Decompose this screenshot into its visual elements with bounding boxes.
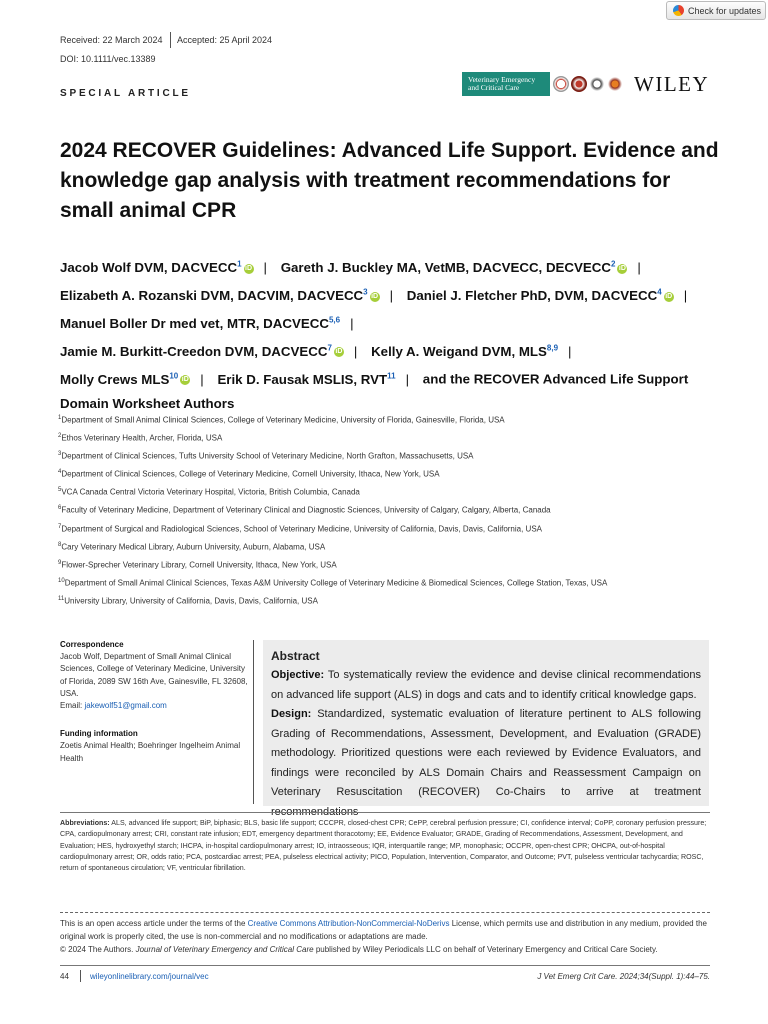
author-separator: | (200, 371, 204, 387)
abstract-heading: Abstract (271, 649, 320, 663)
author-separator: | (389, 288, 394, 304)
abbreviations: Abbreviations: ALS, advanced life support; BiP, biphasic; BLS, basic life support; CCCPR, closed-chest CPR; CePP, cerebral perfusion pressure; CI, confidence interval; CoPP, coronary perfusion pressure; CPA, cardiopulmonary arrest; CRI, constant rate infusion; EDT, emergency department thoracotomy; EE, Evidence Evaluator; GRADE, Grading of Recommendations, Assessment, Development, and Evaluation; HES, hydroxyethyl starch; IHCPA, in-hospital cardiopulmonary arrest; IO, intraosseous; IQR, interquartile range; MP, monophasic; OCCPR, open-chest CPR; OHCPA, out-of-hospital cardiopulmonary arrest; OR, odds ratio; PCA, postcardiac arrest; PEA, pulseless electrical activity; PICO, Population, Intervention, Comparator, and Outcome; PVT, pulseless ventricular tachycardia; ROSC, return of spontaneous circulation; VF, ventricular fibrillation. (60, 819, 707, 873)
funding-text: Zoetis Animal Health; Boehringer Ingelheim Animal Health (60, 741, 241, 763)
abstract-design: Design: Standardized, systematic evaluation of literature pertinent to ALS following Grading of Recommendations, Assessment, Development, and Evaluation (GRADE) methodology. Prioritized questions were each reviewed by Evidence Evaluators, and findings were reconciled by ALS Domain Chairs and Reassessment Campaign on Veterinary Resuscitation (RECOVER) Co-Chairs to arrive at treatment recommendations (271, 708, 701, 818)
section-label: SPECIAL ARTICLE (60, 88, 191, 99)
article-title: 2024 RECOVER Guidelines: Advanced Life Support. Evidence and knowledge gap analysis with treatment recommendations for small animal CPR (60, 139, 719, 222)
doi: DOI: 10.1111/vec.13389 (60, 54, 156, 64)
author-group: and the RECOVER Advanced Life Support Domain Worksheet Authors (60, 371, 689, 412)
affiliation: $^1$Department of Small Animal Clinical Sciences, College of Veterinary Medicine, University of Florida, Gainesville, Florida, USA (58, 415, 505, 425)
affiliation: $^{10}$Department of Small Animal Clinical Sciences, Texas A&M University College of Veterinary Medicine & Biomedical Sciences, College Station, Texas, USA (58, 577, 608, 588)
meta-divider (170, 32, 171, 48)
publisher-logo: WILEY (634, 72, 710, 96)
abstract-objective: Objective: To systematically review the evidence and devise clinical recommendations on advanced life support (ALS) in dogs and cats and to identify critical knowledge gaps. (271, 669, 701, 701)
society-seals (553, 72, 627, 96)
orcid-icon[interactable]: iD (335, 348, 343, 356)
affiliation: $^4$Department of Clinical Sciences, College of Veterinary Medicine, Cornell University, Ithaca, New York, USA (58, 469, 440, 479)
citation: J Vet Emerg Crit Care. 2024;34(Suppl. 1):44–75. (537, 972, 710, 981)
license-divider (60, 912, 710, 913)
affiliation: $^6$Faculty of Veterinary Medicine, Department of Veterinary Clinical and Diagnostic Sciences, University of Calgary, Calgary, Alberta, Canada (58, 505, 551, 516)
affiliation: $^{11}$University Library, University of California, Davis, Davis, California, USA (58, 595, 318, 606)
journal-url-link[interactable]: wileyonlinelibrary.com/journal/vec (90, 972, 209, 981)
affiliation: $^9$Flower-Sprecher Veterinary Library, Cornell University, Ithaca, New York, USA (58, 559, 337, 570)
author[interactable]: Manuel Boller Dr med vet, MTR, DACVECC$^{5,6}$ (60, 315, 341, 332)
footer-divider (60, 965, 710, 966)
accepted-date: Accepted: 25 April 2024 (177, 35, 273, 45)
orcid-icon[interactable]: iD (245, 264, 253, 272)
received-date: Received: 22 March 2024 (60, 35, 163, 45)
author-separator: | (405, 371, 410, 387)
author-separator: | (683, 288, 688, 304)
abstract-box (263, 640, 709, 818)
check-for-updates-label: Check for updates (688, 5, 762, 16)
open-access-notice (60, 917, 710, 956)
author-separator: | (637, 260, 641, 276)
affiliation: $^8$Cary Veterinary Medical Library, Auburn University, Auburn, Alabama, USA (58, 541, 326, 552)
orcid-icon[interactable]: iD (618, 264, 626, 272)
correspondence-heading: Correspondence (60, 640, 124, 649)
page-number: 44 (60, 972, 69, 981)
license-text: This is an open access article under the terms of the Creative Commons Attribution-NonCommercial-NoDerivs License, which permits use and distribution in any medium, provided the original work is properly cited, the use is non-commercial and no modifications or adaptations are made. (60, 919, 707, 941)
check-for-updates-button[interactable] (666, 1, 766, 20)
correspondence-text: Jacob Wolf, Department of Small Animal Clinical Sciences, College of Veterinary Medicine, University of Florida, 2089 SW 16th Ave, Gainesville, FL 32608, USA. (60, 652, 248, 698)
author[interactable]: Daniel J. Fletcher PhD, DVM, DACVECC$^4$ iD (406, 287, 673, 304)
footer-separator (80, 970, 81, 982)
seal-icon (553, 76, 569, 92)
affiliation-list (58, 412, 758, 611)
affiliation: $^2$Ethos Veterinary Health, Archer, Florida, USA (58, 433, 223, 443)
orcid-icon[interactable]: iD (371, 292, 379, 300)
author-separator: | (568, 343, 572, 359)
journal-logo (462, 72, 550, 96)
author[interactable]: Jacob Wolf DVM, DACVECC$^1$ iD (60, 260, 253, 276)
author-separator: | (350, 316, 354, 332)
seal-icon (571, 76, 587, 92)
crossmark-icon (673, 5, 684, 16)
funding-heading: Funding information (60, 729, 138, 739)
copyright-text: © 2024 The Authors. Journal of Veterinary Emergency and Critical Care published by Wiley Periodicals LLC on behalf of Veterinary Emergency and Critical Care Society. (60, 945, 658, 954)
author-separator: | (353, 343, 358, 359)
column-divider (253, 640, 254, 804)
author[interactable]: Jamie M. Burkitt-Creedon DVM, DACVECC$^7$ iD (60, 343, 343, 359)
affiliation: $^7$Department of Surgical and Radiological Sciences, School of Veterinary Medicine, University of California, Davis, Davis, California, USA (58, 523, 543, 534)
author[interactable]: Molly Crews MLS$^{10}$ iD (60, 371, 189, 387)
side-notes (60, 639, 248, 765)
orcid-icon[interactable]: iD (665, 292, 673, 300)
author[interactable]: Elizabeth A. Rozanski DVM, DACVIM, DACVECC$^3$ iD (60, 287, 379, 304)
journal-logo-line1: Veterinary Emergency (468, 75, 536, 84)
seal-icon (589, 76, 605, 92)
orcid-icon[interactable]: iD (181, 376, 189, 384)
seal-icon (607, 76, 623, 92)
license-link[interactable]: Creative Commons Attribution-NonCommercial-NoDerivs (247, 919, 450, 928)
affiliation: $^3$Department of Clinical Sciences, Tufts University School of Veterinary Medicine, North Grafton, Massachusetts, USA (58, 451, 474, 461)
author-separator: | (263, 260, 267, 276)
affiliation: $^5$VCA Canada Central Victoria Veterinary Hospital, Victoria, British Columbia, Canada (58, 487, 360, 498)
correspondence-email: Email: jakewolf51@gmail.com (60, 701, 167, 711)
journal-logo-line2: and Critical Care (468, 83, 520, 92)
author[interactable]: Gareth J. Buckley MA, VetMB, DACVECC, DECVECC$^2$ iD (280, 260, 626, 276)
author[interactable]: Kelly A. Weigand DVM, MLS$^{8,9}$ (371, 343, 559, 359)
author-list (60, 253, 740, 417)
email-link[interactable]: jakewolf51@gmail.com (84, 701, 167, 711)
abbreviations-divider (60, 812, 710, 813)
author[interactable]: Erik D. Fausak MSLIS, RVT$^{11}$ (217, 371, 396, 387)
